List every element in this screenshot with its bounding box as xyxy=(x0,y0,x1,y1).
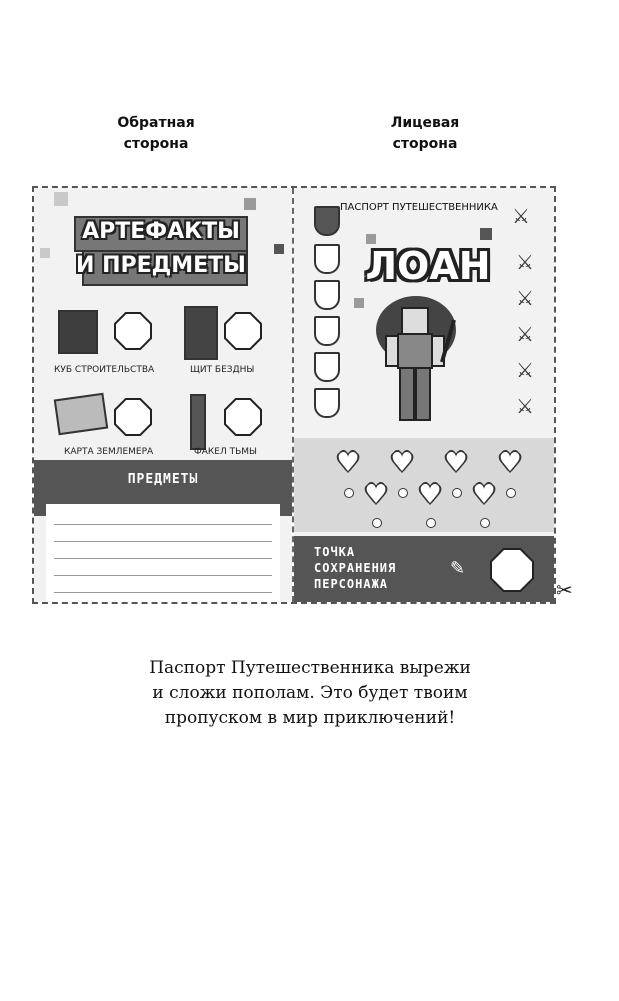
surveyor-map-icon xyxy=(54,393,109,436)
pixel-decoration xyxy=(366,234,376,244)
write-line xyxy=(54,524,272,525)
heart-icon: ♥ xyxy=(472,480,496,510)
save-point-slot[interactable] xyxy=(490,548,534,592)
items-bar-label: ПРЕДМЕТЫ xyxy=(127,472,199,487)
save-point-line1: ТОЧКА xyxy=(314,545,356,559)
pencil-icon: ✎ xyxy=(450,558,466,579)
shield-icon xyxy=(314,206,340,236)
heart-icon: ♥ xyxy=(418,480,442,510)
artifacts-title-banner xyxy=(68,210,254,292)
sword-icon: ⚔ xyxy=(516,286,534,310)
heart-icon: ♥ xyxy=(364,480,388,510)
write-line xyxy=(54,541,272,542)
front-side-label-line1: Лицевая xyxy=(390,115,460,131)
heart-dot xyxy=(344,488,354,498)
save-point-box xyxy=(294,536,554,602)
heart-dot xyxy=(480,518,490,528)
save-point-line3: ПЕРСОНАЖА xyxy=(314,577,389,591)
back-side-label xyxy=(76,113,236,155)
pixel-decoration xyxy=(354,298,364,308)
shield-slot[interactable] xyxy=(314,244,340,274)
item-slot-octagon[interactable] xyxy=(224,312,262,350)
write-line xyxy=(54,558,272,559)
item-label: КАРТА ЗЕМЛЕМЕРА xyxy=(64,447,154,457)
shield-slot[interactable] xyxy=(314,280,340,310)
pixel-decoration xyxy=(280,504,292,516)
instruction-line2: и сложи пополам. Это будет твоим xyxy=(152,683,468,703)
shield-slot[interactable] xyxy=(314,388,340,418)
title-line2: И ПРЕДМЕТЫ xyxy=(76,253,246,278)
sword-icon: ⚔ xyxy=(516,322,534,346)
item-slot-octagon[interactable] xyxy=(114,312,152,350)
pixel-decoration xyxy=(34,504,46,516)
heart-icon: ♥ xyxy=(336,448,360,478)
item-slot-octagon[interactable] xyxy=(224,398,262,436)
item-label: ФАКЕЛ ТЬМЫ xyxy=(194,447,257,457)
hero-name: ЛОАН xyxy=(365,244,491,288)
front-side-label-line2: сторона xyxy=(392,136,458,152)
pixel-decoration xyxy=(40,248,50,258)
write-line xyxy=(54,575,272,576)
sword-icon: ⚔ xyxy=(516,394,534,418)
pixel-decoration xyxy=(480,228,492,240)
back-side-label-line2: сторона xyxy=(123,136,189,152)
instruction-line3: пропуском в мир приключений! xyxy=(164,708,456,728)
heart-dot xyxy=(372,518,382,528)
passport-title: ПАСПОРТ ПУТЕШЕСТВЕННИКА xyxy=(340,202,498,213)
heart-dot xyxy=(452,488,462,498)
heart-icon: ♥ xyxy=(444,448,468,478)
heart-dot xyxy=(426,518,436,528)
sword-icon: ⚔ xyxy=(512,204,530,228)
shield-slot[interactable] xyxy=(314,352,340,382)
passport-front-panel xyxy=(294,188,554,602)
save-point-line2: СОХРАНЕНИЯ xyxy=(314,561,397,575)
sword-icon: ⚔ xyxy=(516,250,534,274)
write-line xyxy=(54,592,272,593)
heart-icon: ♥ xyxy=(390,448,414,478)
item-label: КУБ СТРОИТЕЛЬСТВА xyxy=(54,365,155,375)
title-line1: АРТЕФАКТЫ xyxy=(82,219,240,244)
pixel-decoration xyxy=(54,192,68,206)
sword-icon: ⚔ xyxy=(516,358,534,382)
passport-back-panel xyxy=(34,188,292,602)
scissors-icon: ✂ xyxy=(556,578,573,602)
shield-slot[interactable] xyxy=(314,316,340,346)
pixel-decoration xyxy=(244,198,256,210)
heart-dot xyxy=(506,488,516,498)
hero-figure xyxy=(376,290,456,436)
hearts-area xyxy=(294,438,554,532)
item-label: ЩИТ БЕЗДНЫ xyxy=(190,365,255,375)
dark-torch-icon xyxy=(190,394,206,450)
notes-lines-box xyxy=(46,504,280,602)
heart-dot xyxy=(398,488,408,498)
heart-icon: ♥ xyxy=(498,448,522,478)
passport-cut-frame xyxy=(32,186,556,604)
abyss-shield-icon xyxy=(184,306,218,360)
instruction-text xyxy=(60,656,560,731)
item-slot-octagon[interactable] xyxy=(114,398,152,436)
save-point-text xyxy=(314,544,434,592)
front-side-label xyxy=(345,113,505,155)
pixel-decoration xyxy=(274,244,284,254)
instruction-line1: Паспорт Путешественника вырежи xyxy=(149,658,471,678)
build-cube-icon xyxy=(58,310,98,354)
items-bar xyxy=(34,460,292,504)
back-side-label-line1: Обратная xyxy=(117,115,195,131)
